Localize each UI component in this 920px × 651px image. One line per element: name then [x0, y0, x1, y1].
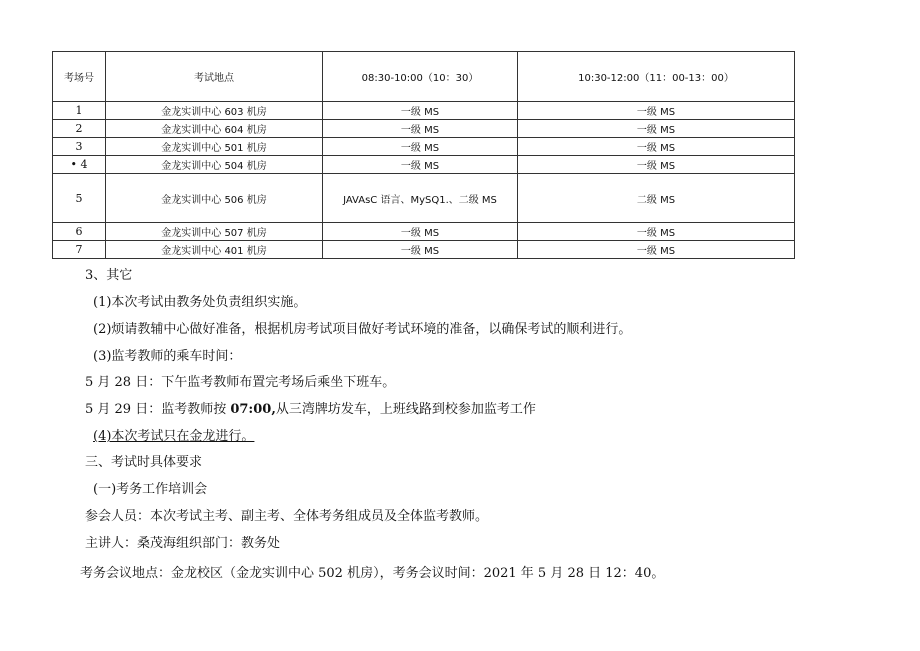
session-1-exam: 一级 MS	[323, 223, 518, 241]
session-2-exam: 一级 MS	[518, 156, 795, 174]
session-1-exam: 一级 MS	[323, 120, 518, 138]
paragraph-speaker: 主讲人：桑茂海组织部门：教务处	[85, 536, 281, 551]
room-location: 金龙实训中心 506 机房	[106, 174, 323, 223]
table-row	[53, 174, 795, 223]
section-heading-other: 3、其它	[85, 268, 133, 283]
header-room-no: 考场号	[53, 52, 106, 102]
session-2-exam: 一级 MS	[518, 120, 795, 138]
room-no: 2	[53, 120, 106, 138]
paragraph-may-28: 5 月 28 日：下午监考教师布置完考场后乘坐下班车。	[85, 375, 396, 390]
session-2-exam: 一级 MS	[518, 102, 795, 120]
header-session-1: 08:30-10:00（10：30）	[323, 52, 518, 102]
session-2-exam: 一级 MS	[518, 223, 795, 241]
exam-schedule-table	[52, 51, 795, 259]
table-header-row	[53, 52, 795, 102]
paragraph-item-1: (1)本次考试由教务处负责组织实施。	[93, 295, 307, 310]
room-location: 金龙实训中心 604 机房	[106, 120, 323, 138]
table-row	[53, 241, 795, 259]
room-no: • 4	[53, 156, 106, 174]
room-no: 5	[53, 174, 106, 223]
table-row	[53, 102, 795, 120]
departure-time: 07:00,	[230, 402, 276, 417]
paragraph-item-3: (3)监考教师的乘车时间：	[93, 349, 242, 364]
paragraph-item-4: (4)本次考试只在金龙进行。	[93, 429, 255, 444]
room-location: 金龙实训中心 401 机房	[106, 241, 323, 259]
paragraph-item-2: (2)烦请教辅中心做好准备，根据机房考试项目做好考试环境的准备，以确保考试的顺利进行。	[93, 322, 632, 337]
session-1-exam: 一级 MS	[323, 102, 518, 120]
paragraph-meeting-location: 考务会议地点：金龙校区（金龙实训中心 502 机房），考务会议时间：2021 年 5 月 28 日 12：40。	[80, 566, 665, 581]
room-no: 3	[53, 138, 106, 156]
room-location: 金龙实训中心 504 机房	[106, 156, 323, 174]
section-heading-requirements: 三、考试时具体要求	[85, 455, 203, 470]
room-no: 6	[53, 223, 106, 241]
session-2-exam: 一级 MS	[518, 138, 795, 156]
room-no: 7	[53, 241, 106, 259]
may-29-prefix: 5 月 29 日：监考教师按	[85, 402, 231, 417]
header-session-2: 10:30-12:00（11：00-13：00）	[518, 52, 795, 102]
table-row	[53, 156, 795, 174]
session-1-exam: 一级 MS	[323, 241, 518, 259]
room-location: 金龙实训中心 603 机房	[106, 102, 323, 120]
session-1-exam: 一级 MS	[323, 138, 518, 156]
room-no: 1	[53, 102, 106, 120]
subheading-training-meeting: (一)考务工作培训会	[93, 482, 208, 497]
session-1-exam: JAVAsC 语言、MySQ1.、二级 MS	[323, 174, 518, 223]
header-location: 考试地点	[106, 52, 323, 102]
session-1-exam: 一级 MS	[323, 156, 518, 174]
paragraph-may-29	[85, 402, 536, 418]
room-location: 金龙实训中心 501 机房	[106, 138, 323, 156]
session-2-exam: 一级 MS	[518, 241, 795, 259]
table-row	[53, 120, 795, 138]
room-location: 金龙实训中心 507 机房	[106, 223, 323, 241]
may-29-suffix: 从三湾牌坊发车，上班线路到校参加监考工作	[275, 402, 536, 417]
table-row	[53, 138, 795, 156]
table-row	[53, 223, 795, 241]
paragraph-attendees: 参会人员：本次考试主考、副主考、全体考务组成员及全体监考教师。	[85, 509, 489, 524]
session-2-exam: 二级 MS	[518, 174, 795, 223]
